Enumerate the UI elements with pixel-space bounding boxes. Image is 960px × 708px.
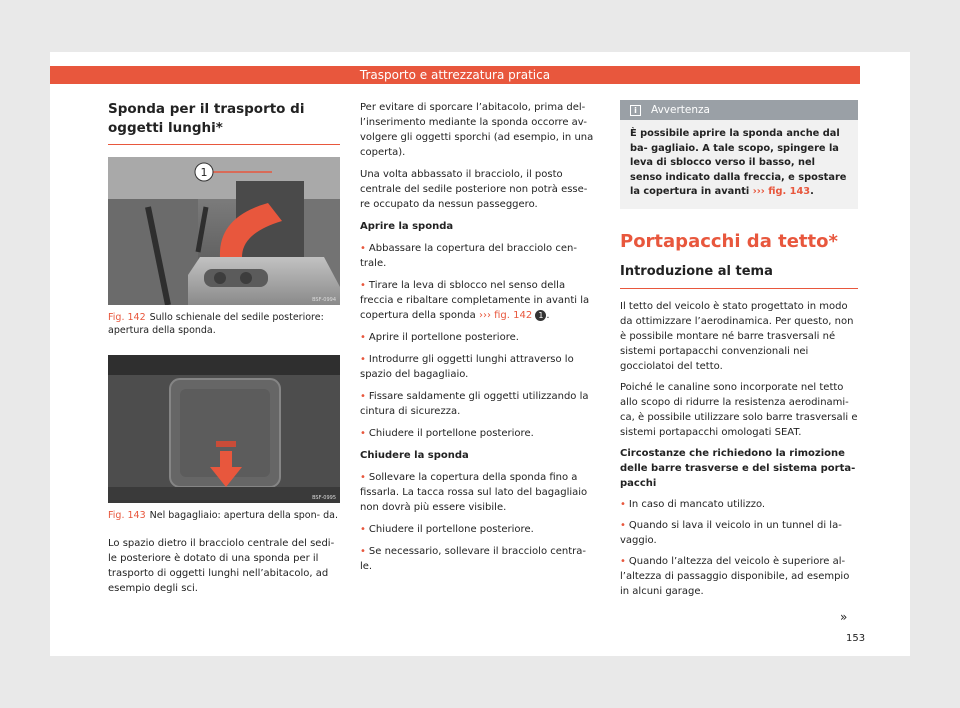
list-item: • Aprire il portellone posteriore. bbox=[360, 332, 519, 343]
intro-paragraph: Per evitare di sporcare l’abitacolo, prima del- l’inserimento mediante la sponda occorre av- volgere gli oggetti sporchi (ad esempio, in una coperta). bbox=[360, 102, 594, 158]
list-item: • Chiudere il portellone posteriore. bbox=[360, 428, 534, 439]
column-left bbox=[108, 100, 340, 596]
warning-header bbox=[620, 100, 858, 120]
figure-number: Fig. 142 bbox=[108, 312, 146, 323]
warning-text: È possibile aprire la sponda anche dal ba- gagliaio. A tale scopo, spingere la leva di sblocco verso il basso, nel senso indicato dalla freccia, e spostare la copertura in avanti ››› fig. 143. bbox=[630, 128, 847, 197]
chapter-section-title: Portapacchi da tetto* bbox=[620, 230, 838, 252]
paragraph: Il tetto del veicolo è stato progettato in modo da ottimizzare l’aerodinamica. Per questo, non è possibile montare né barre trasversali né sistemi portapacchi convenzionali nei gocciolatoi del tetto. bbox=[620, 300, 854, 372]
list-item: • Abbassare la copertura del bracciolo cen- trale. bbox=[360, 243, 577, 269]
subsection-title: Introduzione al tema bbox=[620, 263, 858, 289]
continue-marker: » bbox=[840, 610, 848, 624]
paragraph: Poiché le canaline sono incorporate nel tetto allo scopo di ridurre la resistenza aerodinami- ca, è possibile utilizzare solo barre trasversali e sistemi portapacchi omologati SEAT. bbox=[620, 381, 858, 438]
list-item: • Fissare saldamente gli oggetti utilizzando la cintura di sicurezza. bbox=[360, 391, 589, 417]
trunk-illustration bbox=[108, 355, 340, 503]
circumstances-subheading: Circostanze che richiedono la rimozione delle barre trasverse e del sistema porta- pacchi bbox=[620, 447, 856, 489]
chapter-title: Trasporto e attrezzatura pratica bbox=[359, 68, 551, 82]
caption-text: Nel bagagliaio: apertura della spon- da. bbox=[149, 510, 338, 521]
figure-142 bbox=[108, 157, 340, 305]
figure-link[interactable]: ››› fig. 142 bbox=[478, 310, 533, 321]
info-icon: i bbox=[630, 105, 641, 116]
figure-id: BSF-0995 bbox=[312, 495, 336, 501]
close-subheading: Chiudere la sponda bbox=[360, 450, 469, 461]
list-item: • Se necessario, sollevare il bracciolo centra- le. bbox=[360, 546, 586, 572]
figure-callout-1: 1 bbox=[200, 166, 208, 179]
list-item: • In caso di mancato utilizzo. bbox=[620, 498, 766, 510]
open-subheading: Aprire la sponda bbox=[360, 221, 454, 232]
note-paragraph: Una volta abbassato il bracciolo, il posto centrale del sedile posteriore non potrà esse- re occupato da nessun passeggero. bbox=[360, 169, 588, 210]
warning-box bbox=[620, 100, 858, 209]
figure-143-caption bbox=[108, 509, 340, 522]
list-item: • Introdurre gli oggetti lunghi attraverso lo spazio del bagagliaio. bbox=[360, 354, 574, 380]
warning-title: Avvertenza bbox=[651, 104, 710, 116]
page-number: 153 bbox=[846, 633, 866, 644]
column-middle bbox=[360, 100, 600, 581]
figure-number: Fig. 143 bbox=[108, 510, 146, 521]
chapter-header bbox=[50, 66, 860, 84]
caption-text: Sullo schienale del sedile posteriore: apertura della sponda. bbox=[108, 312, 324, 336]
list-item: • Tirare la leva di sblocco nel senso della freccia e ribaltare completamente in avanti la copertura della sponda ››› fig. 142 1 . bbox=[360, 280, 590, 321]
figure-142-caption bbox=[108, 311, 340, 337]
figure-link[interactable]: ››› fig. 143 bbox=[752, 186, 811, 197]
callout-badge: 1 bbox=[535, 310, 546, 321]
seat-armrest-illustration bbox=[108, 157, 340, 305]
list-item: • Sollevare la copertura della sponda fino a fissarla. La tacca rossa sul lato del bagagliaio non dovrà più essere visibile. bbox=[360, 472, 588, 513]
list-item: • Quando si lava il veicolo in un tunnel di la- vaggio. bbox=[620, 519, 842, 546]
body-paragraph: Lo spazio dietro il bracciolo centrale del sedi- le posteriore è dotato di una sponda per il trasporto di oggetti lunghi nell’abitacolo, ad esempio degli sci. bbox=[108, 538, 335, 594]
column-right bbox=[620, 100, 858, 605]
list-item: • Quando l’altezza del veicolo è superiore al- l’altezza di passaggio disponibile, ad esempio in alcuni garage. bbox=[620, 555, 850, 597]
figure-143 bbox=[108, 355, 340, 503]
list-item: • Chiudere il portellone posteriore. bbox=[360, 524, 534, 535]
figure-id: BSF-0994 bbox=[312, 297, 336, 303]
section-heading: Sponda per il trasporto di oggetti lunghi* bbox=[108, 100, 340, 145]
